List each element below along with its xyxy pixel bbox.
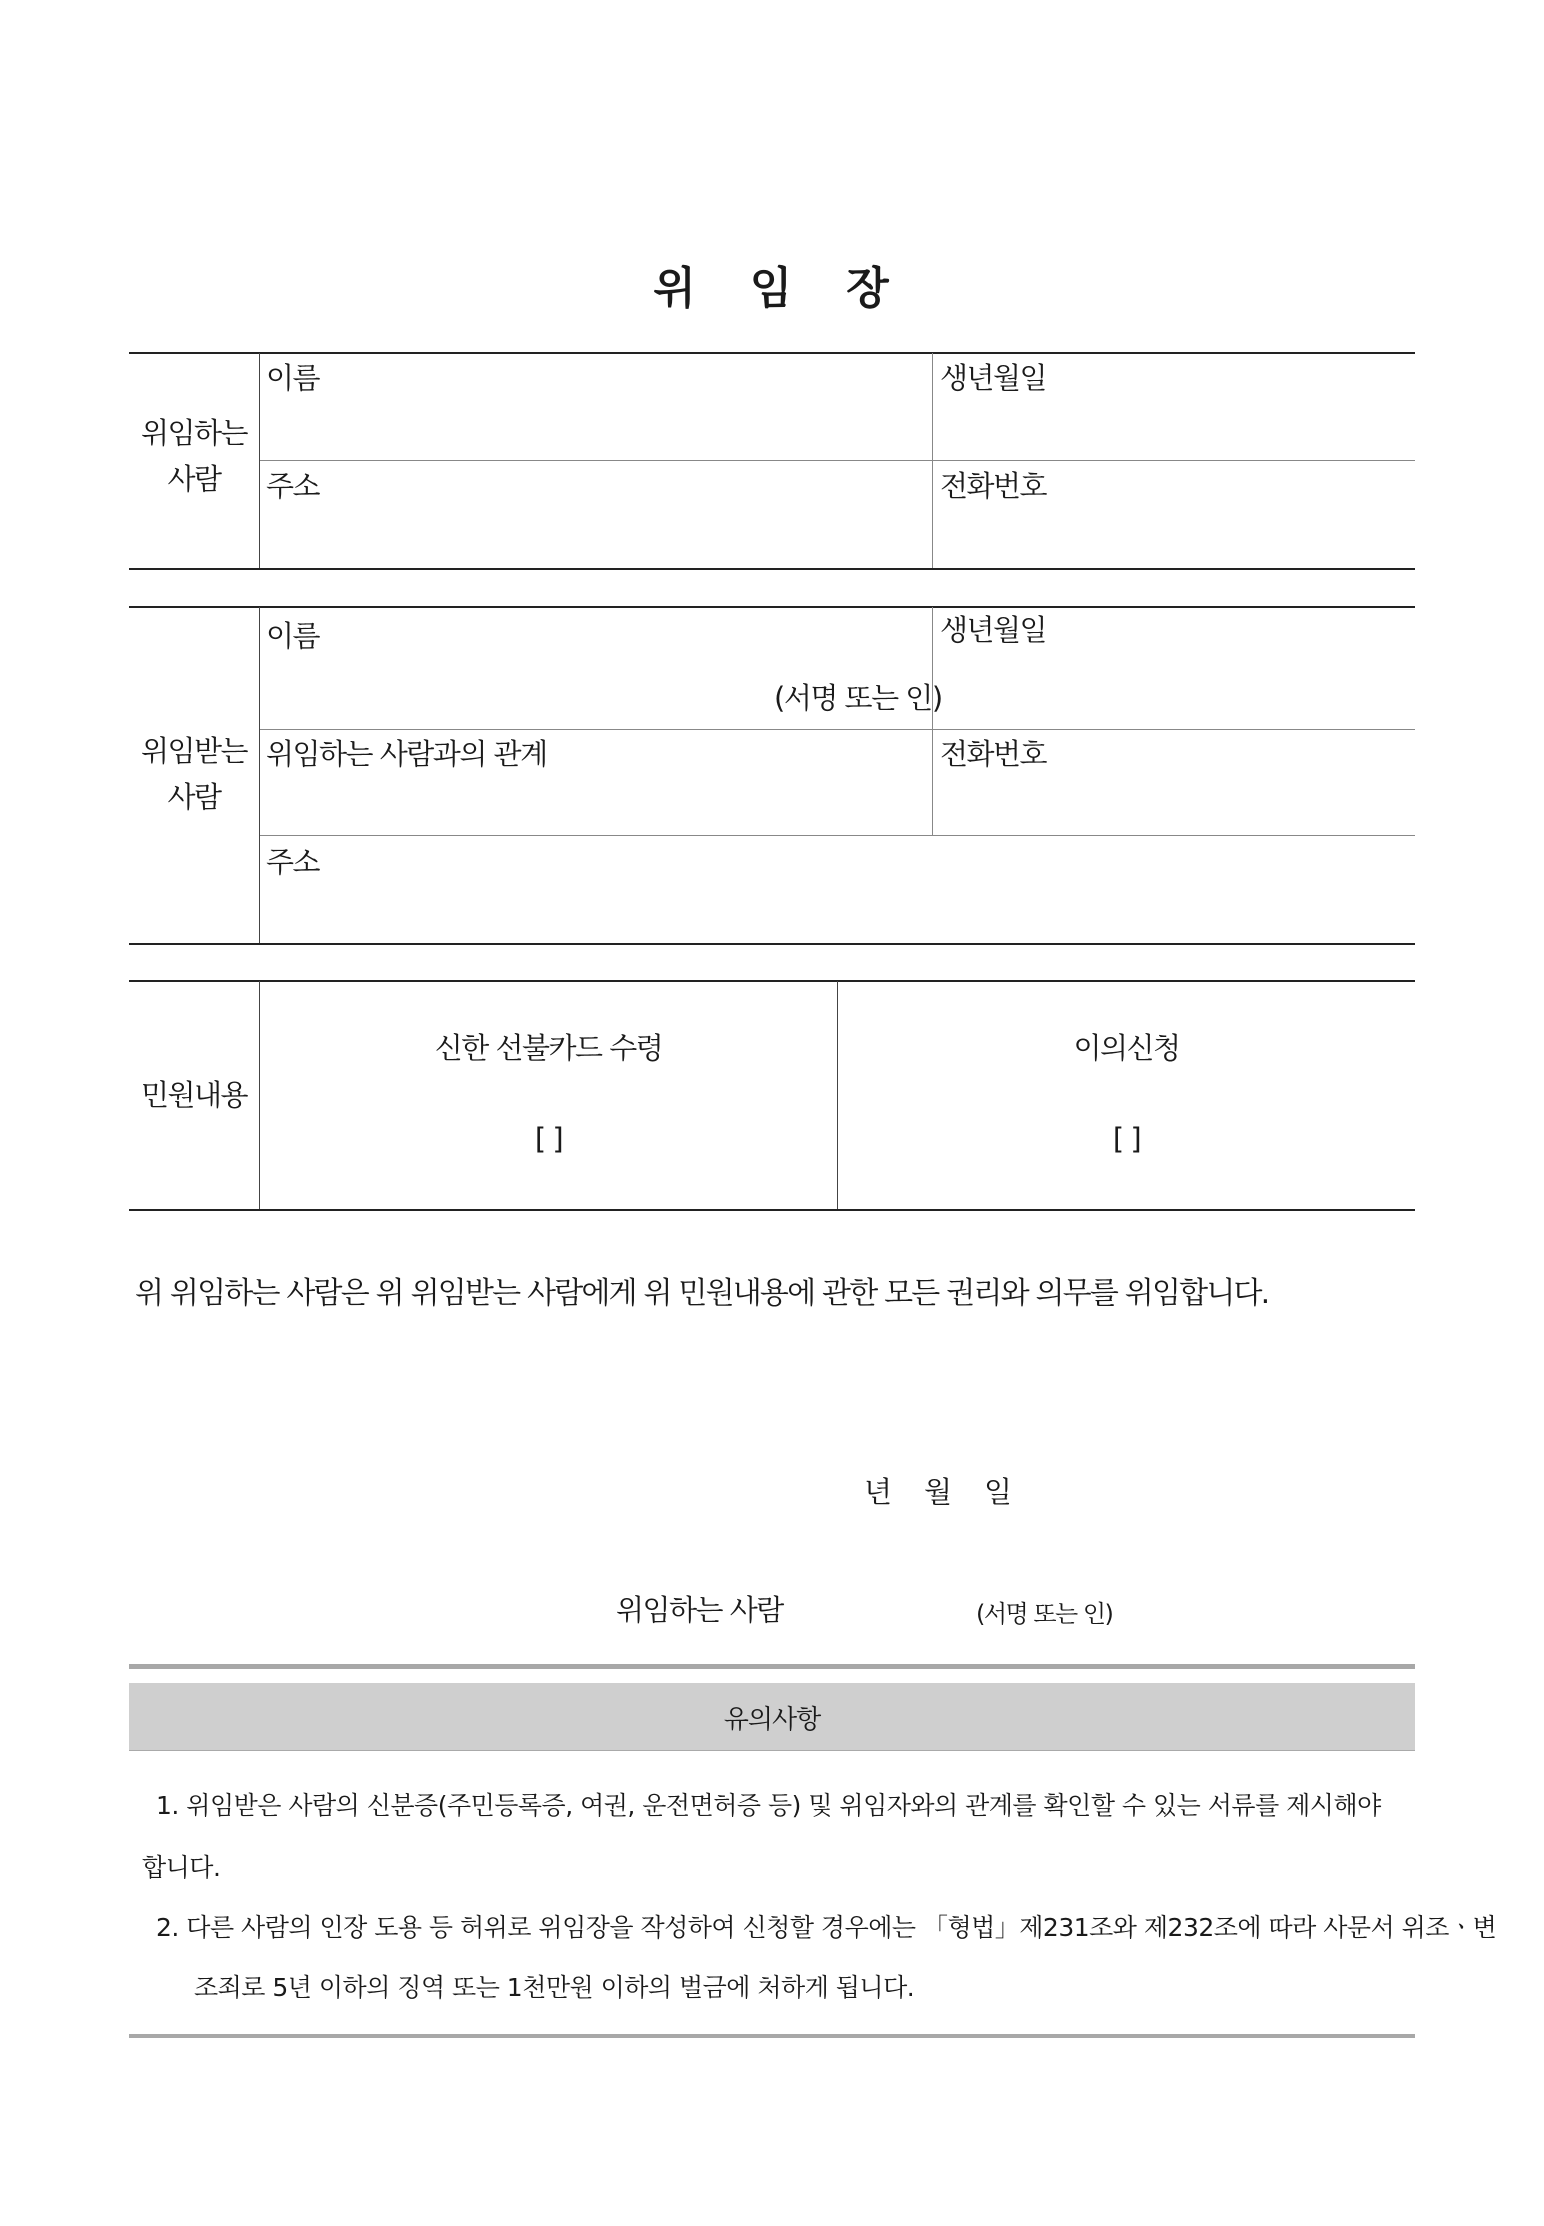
notice-item-2-line-2: 조죄로 5년 이하의 징역 또는 1천만원 이하의 벌금에 처하게 됩니다.	[194, 1973, 915, 2002]
option-prepaid-card-checkbox[interactable]: [ ]	[534, 1122, 563, 1156]
option-objection-checkbox[interactable]: [ ]	[1112, 1122, 1141, 1156]
request-top-border	[129, 980, 1415, 982]
notice-header: 유의사항	[723, 1705, 821, 1735]
delegate-signature-label: (서명 또는 인)	[774, 681, 942, 715]
notice-top-rule	[129, 1664, 1415, 1669]
request-side-divider	[259, 981, 260, 1209]
delegate-side-label	[129, 728, 259, 820]
date-month-label: 월	[924, 1475, 951, 1509]
delegation-statement: 위 위임하는 사람은 위 위임받는 사람에게 위 민원내용에 관한 모든 권리와 의무를 위임합니다.	[135, 1276, 1269, 1311]
title-char-1: 위	[653, 263, 698, 314]
delegator-side-label-line1: 위임하는	[140, 416, 248, 450]
signer-label: 위임하는 사람	[616, 1593, 783, 1627]
option-objection-label: 이의신청	[1073, 1031, 1180, 1065]
delegate-address-label: 주소	[266, 845, 320, 879]
delegator-col-divider	[932, 353, 933, 568]
delegate-side-label-line2: 사람	[167, 780, 221, 814]
delegate-phone-label: 전화번호	[940, 737, 1047, 771]
delegate-name-label: 이름	[266, 619, 320, 653]
notice-bottom-rule	[129, 2034, 1415, 2038]
delegate-row-divider-2	[259, 835, 1415, 836]
delegator-bottom-border	[129, 568, 1415, 570]
delegate-side-divider	[259, 607, 260, 943]
notice-item-1-line-1: 1. 위임받은 사람의 신분증(주민등록증, 여권, 운전면허증 등) 및 위임자와의 관계를 확인할 수 있는 서류를 제시해야	[156, 1791, 1381, 1820]
delegator-address-label: 주소	[266, 469, 320, 503]
delegator-name-label: 이름	[266, 361, 320, 395]
signer-signature-label: (서명 또는 인)	[976, 1600, 1113, 1628]
delegator-birth-label: 생년월일	[940, 361, 1047, 395]
request-side-label: 민원내용	[140, 1078, 248, 1112]
delegator-side-label	[129, 410, 259, 502]
request-col-divider	[837, 981, 838, 1209]
delegate-top-border	[129, 606, 1415, 608]
delegate-side-label-line1: 위임받는	[140, 734, 248, 768]
notice-header-bottom	[129, 1750, 1415, 1751]
request-bottom-border	[129, 1209, 1415, 1211]
date-day-label: 일	[984, 1475, 1011, 1509]
date-year-label: 년	[864, 1475, 891, 1509]
title-char-3: 장	[846, 263, 891, 314]
delegate-relation-label: 위임하는 사람과의 관계	[266, 737, 547, 771]
delegate-bottom-border	[129, 943, 1415, 945]
notice-item-2-line-1: 2. 다른 사람의 인장 도용 등 허위로 위임장을 작성하여 신청할 경우에는 「형법」제231조와 제232조에 따라 사문서 위조ㆍ변	[156, 1913, 1497, 1942]
title-char-2: 임	[749, 263, 795, 314]
delegator-top-border	[129, 352, 1415, 354]
delegate-row-divider-1	[259, 729, 1415, 730]
delegator-phone-label: 전화번호	[940, 469, 1047, 503]
delegator-row-divider	[259, 460, 1415, 461]
document-title	[0, 252, 1544, 316]
delegator-side-divider	[259, 353, 260, 568]
option-prepaid-card-label: 신한 선불카드 수령	[434, 1031, 663, 1065]
delegator-side-label-line2: 사람	[167, 462, 221, 496]
notice-item-1-line-2: 합니다.	[142, 1853, 221, 1882]
delegate-col-divider	[932, 607, 933, 835]
delegate-birth-label: 생년월일	[940, 613, 1047, 647]
